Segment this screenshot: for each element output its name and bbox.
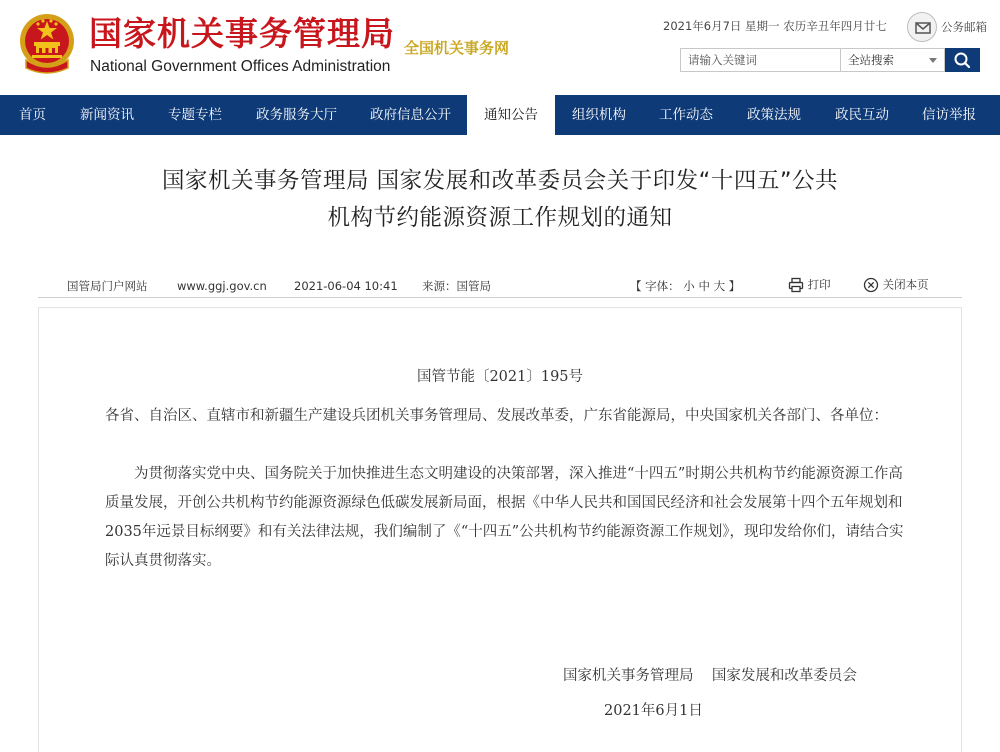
article-title	[60, 163, 940, 237]
search-button[interactable]	[945, 48, 980, 72]
main-nav	[0, 95, 1000, 135]
national-emblem-icon	[18, 12, 76, 76]
close-circle-icon	[863, 277, 879, 293]
document-sign-date: 2021年6月1日	[604, 703, 703, 719]
search-input[interactable]	[680, 48, 840, 72]
nav-item-interaction[interactable]: 政民互动	[835, 107, 889, 123]
search-scope-select[interactable]	[840, 48, 945, 72]
search-scope-label: 全站搜索	[848, 53, 894, 67]
print-label: 打印	[807, 277, 831, 292]
date-line: 2021年6月7日 星期一 农历辛丑年四月廿七	[663, 19, 887, 33]
site-title-cn: 国家机关事务管理局	[89, 14, 395, 53]
mail-link[interactable]	[907, 12, 992, 42]
article-title-line1: 国家机关事务管理局 国家发展和改革委员会关于印发“十四五”公共	[162, 168, 838, 194]
close-page-button[interactable]	[863, 276, 929, 293]
print-button[interactable]	[788, 276, 831, 293]
nav-item-home[interactable]: 首页	[19, 107, 46, 123]
printer-icon	[788, 277, 804, 293]
nav-item-policies[interactable]: 政策法规	[747, 107, 801, 123]
nav-item-notices[interactable]: 通知公告	[467, 95, 555, 135]
search-bar	[680, 48, 980, 72]
search-icon	[945, 48, 980, 72]
site-slogan[interactable]: 全国机关事务网	[404, 39, 510, 57]
nav-item-service-hall[interactable]: 政务服务大厅	[256, 107, 337, 123]
chevron-down-icon	[929, 58, 937, 63]
meta-origin: 来源：国管局	[422, 279, 491, 293]
meta-source-site: 国管局门户网站	[67, 279, 148, 293]
close-page-label: 关闭本页	[882, 277, 929, 292]
nav-item-organization[interactable]: 组织机构	[572, 107, 626, 123]
nav-item-work-updates[interactable]: 工作动态	[659, 107, 713, 123]
nav-item-topics[interactable]: 专题专栏	[168, 107, 222, 123]
document-signature: 国家机关事务管理局 国家发展和改革委员会	[563, 668, 857, 684]
meta-url: www.ggj.gov.cn	[177, 279, 267, 293]
document-addressee: 各省、自治区、直辖市和新疆生产建设兵团机关事务管理局、发展改革委，广东省能源局，中央国家机关各部门、各单位：	[105, 408, 888, 424]
document-body-paragraph: 为贯彻落实党中央、国务院关于加快推进生态文明建设的决策部署，深入推进“十四五”时期公共机构节约能源资源工作高质量发展，开创公共机构节约能源资源绿色低碳发展新局面，根据《中华人民共和国国民经济和社会发展第十四个五年规划和2035年远景目标纲要》和有关法律法规，我们编制了《“十四五”公共机构节约能源资源工作规划》，现印发给你们，请结合实际认真贯彻落实。	[105, 466, 904, 569]
article-title-line2: 机构节约能源资源工作规划的通知	[327, 205, 673, 231]
meta-datetime: 2021-06-04 10:41	[294, 279, 398, 293]
site-header	[0, 0, 1000, 95]
envelope-icon	[908, 13, 938, 43]
site-title-en: National Government Offices Administration	[90, 58, 391, 75]
nav-item-news[interactable]: 新闻资讯	[80, 107, 134, 123]
meta-divider	[38, 297, 962, 298]
mail-label: 公务邮箱	[941, 20, 987, 34]
mail-circle	[907, 12, 937, 42]
nav-item-petition[interactable]: 信访举报	[922, 107, 976, 123]
article-meta-bar	[60, 275, 940, 297]
nav-item-info-disclosure[interactable]: 政府信息公开	[370, 107, 451, 123]
document-number: 国管节能〔2021〕195号	[416, 369, 584, 385]
font-size-control[interactable]: 【 字体： 小 中 大 】	[630, 279, 741, 293]
